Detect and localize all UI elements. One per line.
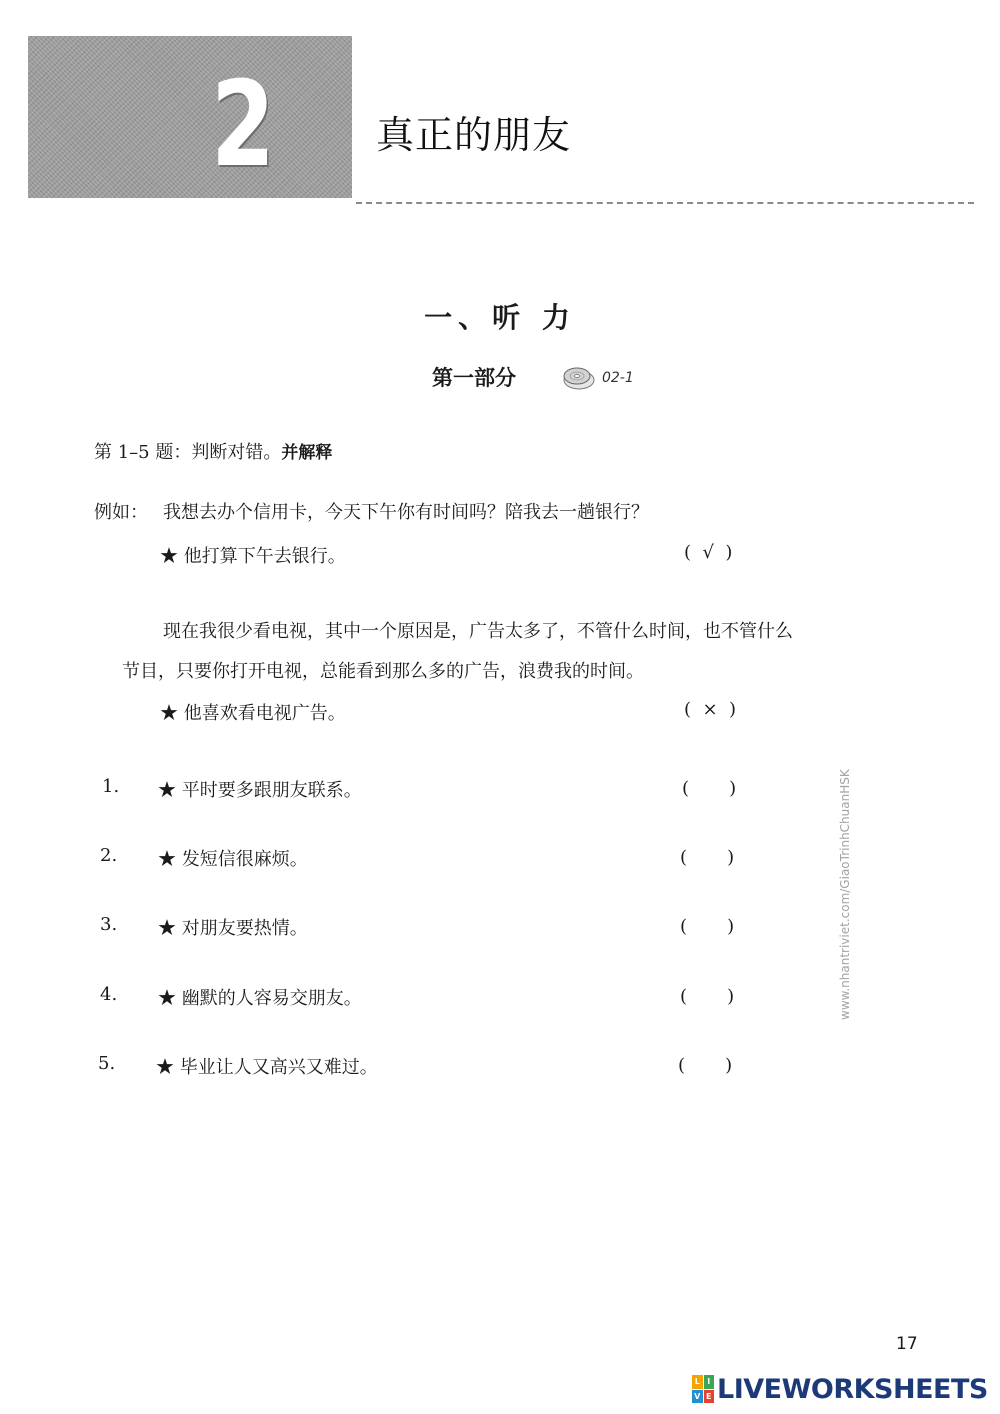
logo-mark-letter: V (692, 1390, 703, 1404)
question-statement: ★ 对朋友要热情。 (158, 918, 308, 939)
example-answer: ( √ ) (684, 542, 733, 563)
question-statement: ★ 幽默的人容易交朋友。 (158, 988, 362, 1009)
question-number: 3. (100, 914, 118, 935)
question-statement: ★ 平时要多跟朋友联系。 (158, 780, 362, 801)
question-number: 1. (102, 776, 120, 797)
example-answer: ( × ) (684, 699, 737, 720)
instruction-extra: 并解释 (281, 443, 333, 463)
answer-blank[interactable]: ( ) (680, 986, 735, 1007)
question-number: 5. (98, 1053, 116, 1074)
liveworksheets-logo[interactable] (692, 1372, 988, 1406)
chapter-number: 2 (210, 55, 276, 193)
example-passage: 我想去办个信用卡，今天下午你有时间吗？陪我去一趟银行？ (163, 502, 649, 523)
cd-disc-icon[interactable] (562, 364, 596, 392)
page-number: 17 (896, 1334, 918, 1354)
chapter-title: 真正的朋友 (376, 113, 572, 157)
side-watermark: www.nhantriviet.com/GiaoTrinhChuanHSK (838, 769, 852, 1020)
part-title: 第一部分 (432, 365, 516, 390)
question-statement: ★ 毕业让人又高兴又难过。 (156, 1057, 378, 1078)
instruction (94, 438, 332, 464)
answer-blank[interactable]: ( ) (682, 778, 737, 799)
example-passage-line1: 现在我很少看电视，其中一个原因是，广告太多了，不管什么时间，也不管什么 (163, 621, 793, 642)
example-statement: ★ 他打算下午去银行。 (160, 546, 346, 567)
answer-blank[interactable]: ( ) (680, 847, 735, 868)
example-label: 例如： (94, 502, 148, 523)
logo-mark-letter: L (692, 1375, 703, 1389)
answer-blank[interactable]: ( ) (680, 916, 735, 937)
header-divider (356, 202, 974, 204)
question-number: 2. (100, 845, 118, 866)
example-statement: ★ 他喜欢看电视广告。 (160, 703, 346, 724)
logo-mark-letter: I (704, 1375, 715, 1389)
section-title: 一、听 力 (424, 301, 576, 334)
question-statement: ★ 发短信很麻烦。 (158, 849, 308, 870)
logo-mark-letter: E (704, 1390, 715, 1404)
instruction-text: 第 1–5 题：判断对错。 (94, 442, 282, 463)
question-number: 4. (100, 984, 118, 1005)
audio-track-label: 02-1 (602, 370, 634, 386)
logo-mark-icon (692, 1375, 714, 1403)
logo-text: LIVEWORKSHEETS (717, 1373, 988, 1405)
answer-blank[interactable]: ( ) (678, 1055, 733, 1076)
chapter-banner (28, 36, 352, 198)
example-passage-line2: 节目，只要你打开电视，总能看到那么多的广告，浪费我的时间。 (122, 661, 644, 682)
